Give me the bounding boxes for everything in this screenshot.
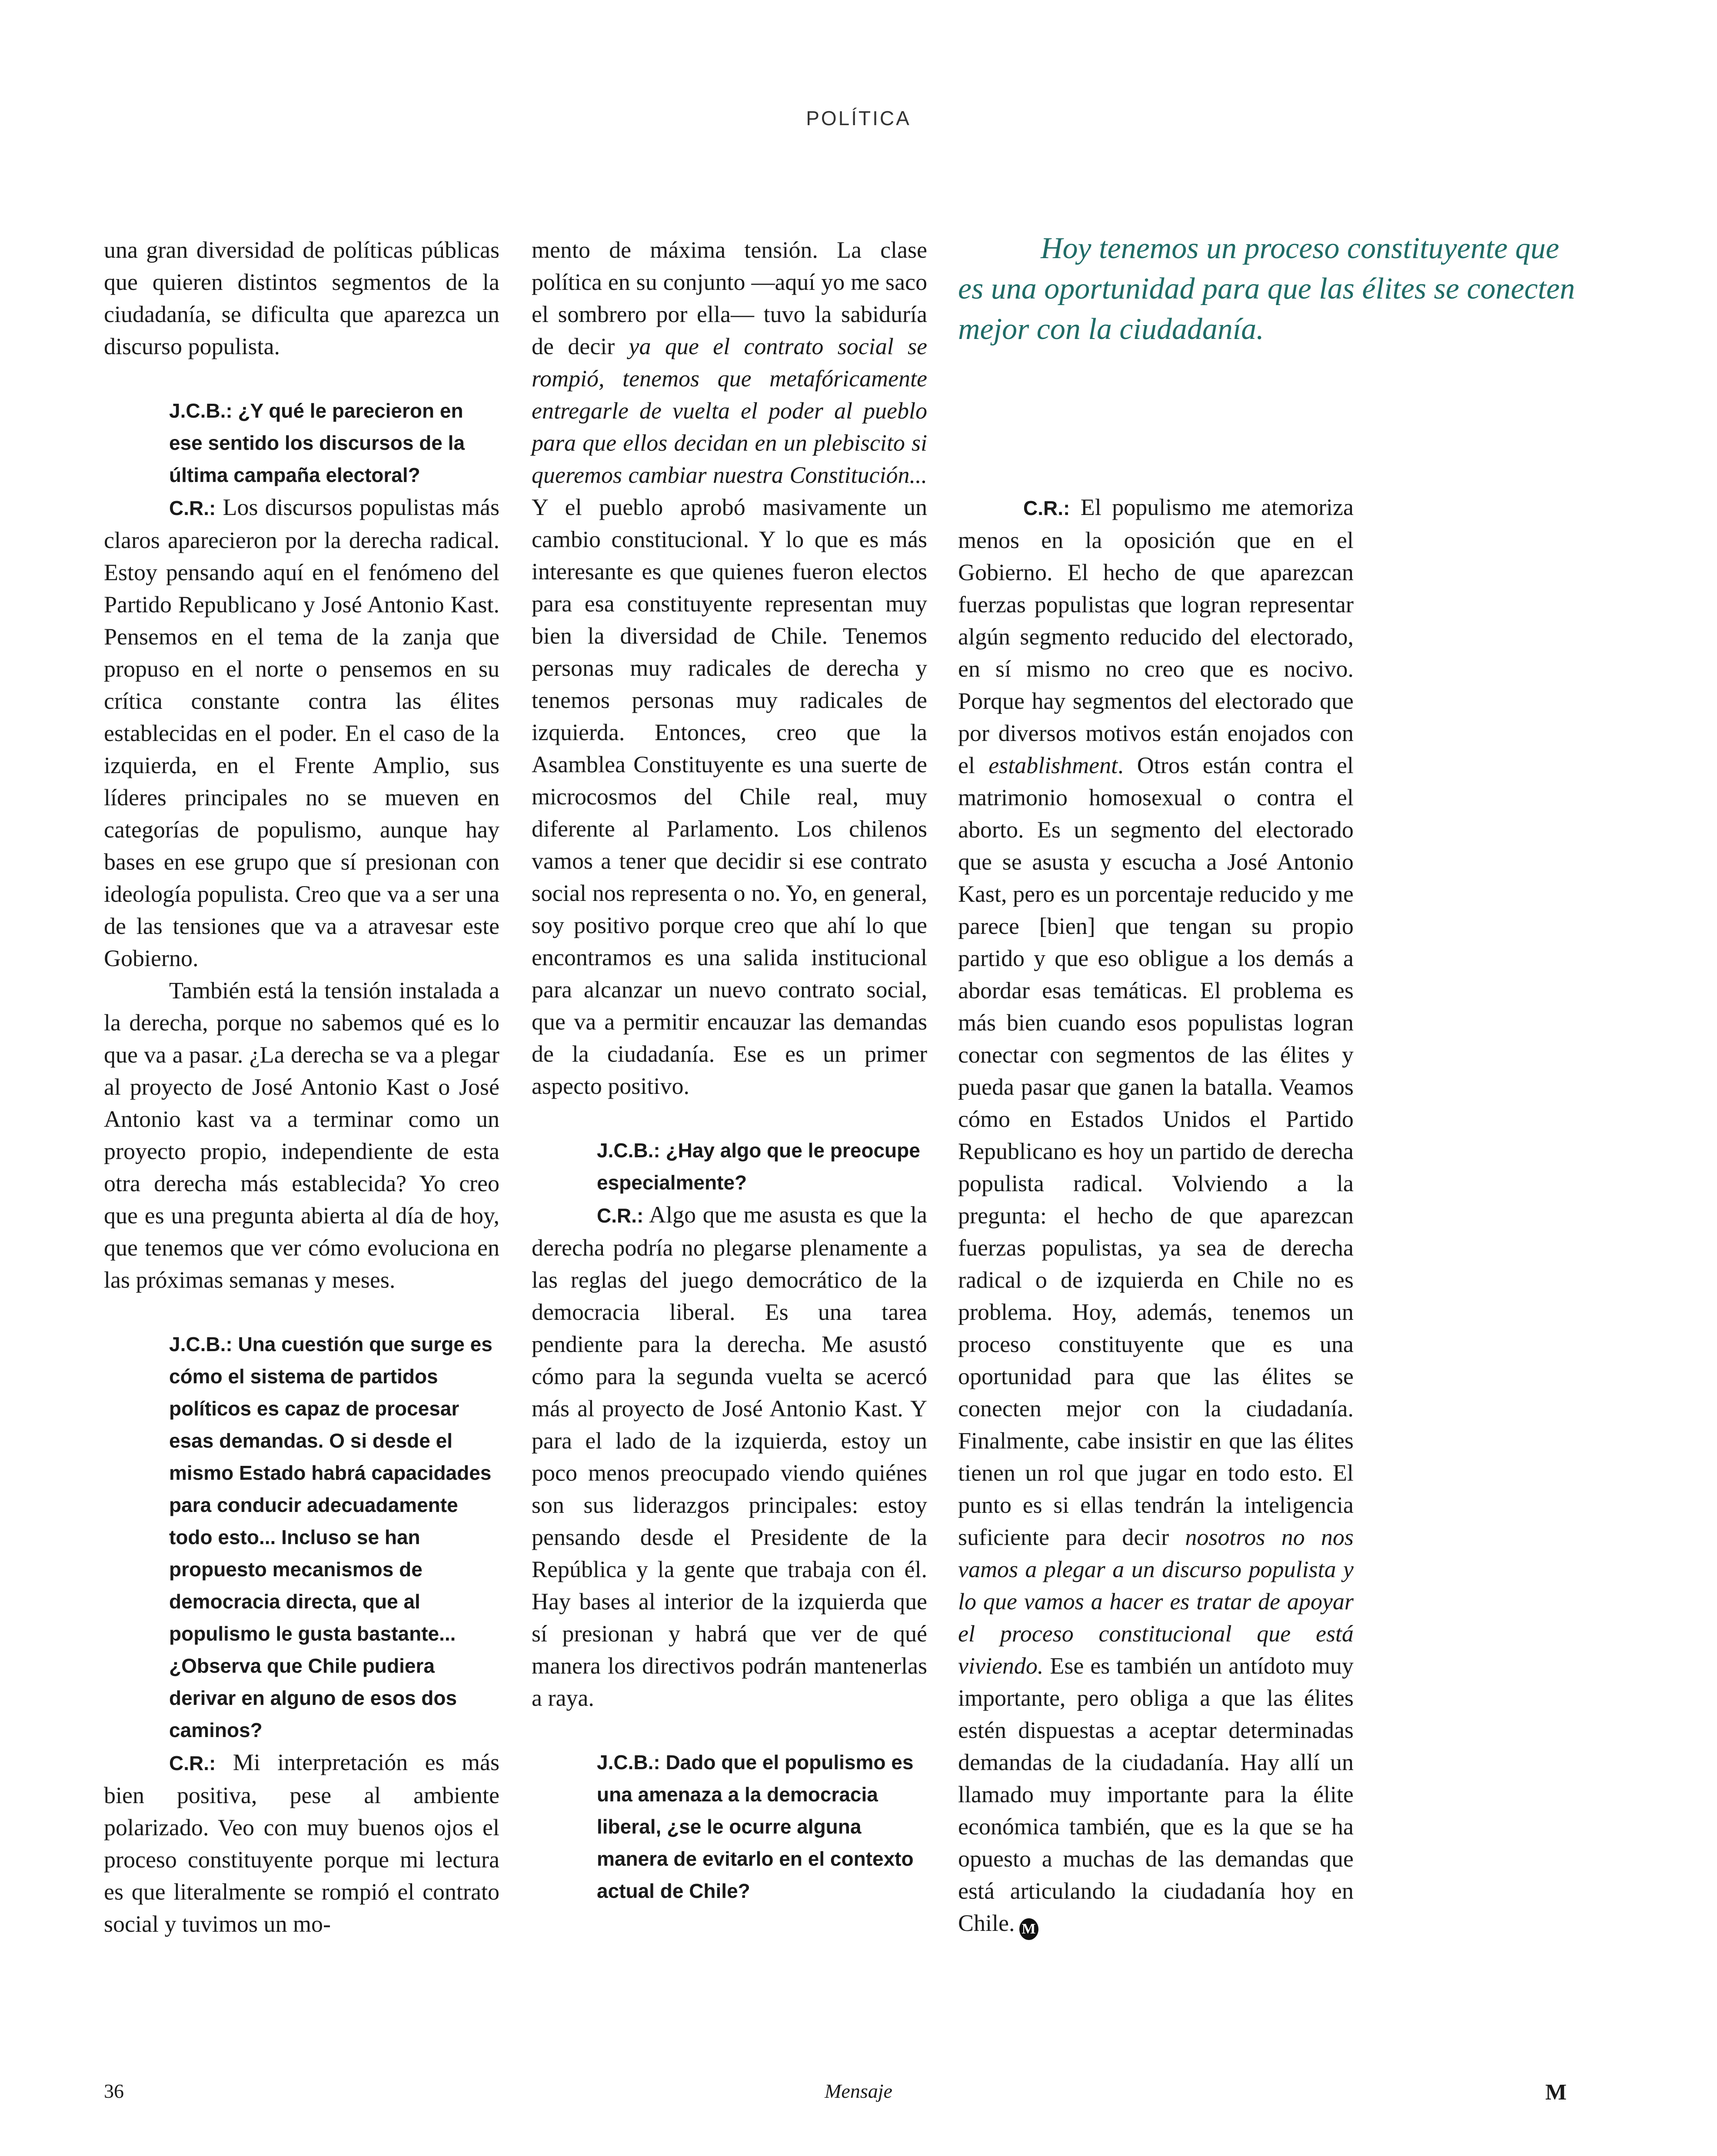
end-mark-icon: M (1019, 1918, 1038, 1940)
interview-paragraph (104, 234, 499, 362)
interview-paragraph (532, 1199, 927, 1714)
text-column-2 (532, 234, 927, 1907)
text-run: Los discursos populistas más claros aparecieron por la derecha radical. Estoy pensando aquí en el fenómeno del Partido Republicano y José Antonio Kast. Pensemos en el tema de la zanja que propuso en el norte o pensemos en su crítica constante contra las élites establecidas en el poder. En el caso de la izquierda, en el Frente Amplio, sus líderes principales no se mueven en categorías de populismo, aunque hay bases en ese grupo que sí presionan con ideología populista. Creo que va a ser una de las tensiones que va a atravesar este Gobierno. (104, 494, 499, 971)
magazine-name: Mensaje (825, 2080, 892, 2102)
text-run: También está la tensión instalada a la derecha, porque no sabemos qué es lo que va a pasar. ¿La derecha se va a plegar al proyecto de José Antonio Kast o José Antonio kast va a terminar como un proyecto propio, independiente de esta otra derecha más establecida? Yo creo que es una pregunta abierta al día de hoy, que tenemos que ver cómo evoluciona en las próximas semanas y meses. (104, 977, 499, 1293)
page-number: 36 (104, 2080, 124, 2102)
text-run: Ese es también un antídoto muy importante, pero obliga a que las élites estén dispuestas a aceptar determinadas demandas de la ciudadanía. Hay allí un llamado muy importante para la élite económica también, que es la que se ha opuesto a muchas de las demandas que está articulando la ciudadanía hoy en Chile. (958, 1653, 1354, 1936)
italic-text: establishment (988, 752, 1118, 778)
interview-paragraph (104, 974, 499, 1296)
section-header: POLÍTICA (806, 107, 911, 130)
speaker-label: C.R.: (169, 1752, 216, 1774)
speaker-label: C.R.: (597, 1204, 644, 1227)
interview-question (104, 395, 499, 491)
interview-paragraph (958, 491, 1354, 1940)
interview-question (532, 1134, 927, 1199)
text-run: Algo que me asusta es que la derecha podría no plegarse plenamente a las reglas del juego democrático de la democracia liberal. Es una tarea pendiente para la derecha. Me asustó cómo para la segunda vuelta se acercó más al proyecto de José Antonio Kast. Y para el lado de la izquierda, estoy un poco menos preocupado viendo quiénes son sus liderazgos principales: estoy pensando desde el Presidente de la República y la gente que trabaja con él. Hay bases al interior de la izquierda que sí presionan y habrá que ver de qué manera los directivos podrán mantenerlas a raya. (532, 1202, 927, 1711)
text-run: una gran diversidad de políticas públicas que quieren distintos segmentos de la ciudadanía, se dificulta que aparezca un discurso populista. (104, 237, 499, 359)
speaker-label: C.R.: (169, 497, 216, 519)
text-run: J.C.B.: ¿Y qué le parecieron en ese sentido los discursos de la última campaña electoral? (169, 399, 465, 486)
interview-question (104, 1328, 499, 1746)
italic-text: nosotros no nos vamos a plegar a un discurso populista y lo que vamos a hacer es tratar de apoyar el proceso constitucional que está viviendo. (958, 1524, 1354, 1679)
speaker-label: C.R.: (1023, 497, 1070, 519)
text-run: Mi interpretación es más bien positiva, pese al ambiente polarizado. Veo con muy buenos ojos el proceso constituyente porque mi lectura es que literalmente se rompió el contrato social y tuvimos un mo- (104, 1749, 499, 1937)
pull-quote: Hoy tenemos un proceso constituyente que es una oportunidad para que las élites se conecten mejor con la ciudadanía. (958, 232, 1575, 346)
text-run: J.C.B.: Una cuestión que surge es cómo el sistema de partidos políticos es capaz de procesar esas demandas. O si desde el mismo Estado habrá capacidades para conducir adecuadamente todo esto... Incluso se han propuesto mecanismos de democracia directa, que al populismo le gusta bastante... ¿Observa que Chile pudiera derivar en alguno de esos dos caminos? (169, 1333, 492, 1741)
text-run: mento de máxima tensión. La clase política en su conjunto —aquí yo me saco el sombrero por ella— tuvo la sabiduría de decir (532, 237, 927, 359)
interview-paragraph (532, 234, 927, 1102)
interview-paragraph (104, 491, 499, 974)
text-column-1 (104, 234, 499, 1940)
text-run: Y el pueblo aprobó masivamente un cambio constitucional. Y lo que es más interesante es que quienes fueron electos para esa constituyente representan muy bien la diversidad de Chile. Tenemos personas muy radicales de derecha y tenemos personas muy radicales de izquierda. Entonces, creo que la Asamblea Constituyente es una suerte de microcosmos del Chile real, muy diferente al Parlamento. Los chilenos vamos a tener que decidir si ese contrato social nos representa o no. Yo, en general, soy positivo porque creo que ahí lo que encontramos es una salida institucional para alcanzar un nuevo contrato social, que va a permitir encauzar las demandas de la ciudadanía. Ese es un primer aspecto positivo. (532, 494, 927, 1099)
text-run: J.C.B.: Dado que el populismo es una amenaza a la democracia liberal, ¿se le ocurre alguna manera de evitarlo en el contexto actual de Chile? (597, 1751, 914, 1902)
italic-text: ya que el contrato social se rompió, tenemos que metafóricamente entregarle de vuelta el poder al pueblo para que ellos decidan en un plebiscito si queremos cambiar nuestra Constitución... (532, 333, 927, 488)
text-column-3 (958, 491, 1354, 1940)
text-run: J.C.B.: ¿Hay algo que le preocupe especialmente? (597, 1139, 920, 1194)
interview-question (532, 1746, 927, 1907)
interview-paragraph (104, 1746, 499, 1940)
magazine-logo: M (1545, 2080, 1567, 2105)
text-run: El populismo me atemoriza menos en la oposición que en el Gobierno. El hecho de que aparezcan fuerzas populistas que logran representar algún segmento reducido del electorado, en sí mismo no creo que es nocivo. Porque hay segmentos del electorado que por diversos motivos están enojados con el (958, 494, 1354, 778)
text-run: . Otros están contra el matrimonio homosexual o contra el aborto. Es un segmento del electorado que se asusta y escucha a José Antonio Kast, pero es un porcentaje reducido y me parece [bien] que tengan su propio partido y que eso obligue a los demás a abordar esas temáticas. El problema es más bien cuando esos populistas logran conectar con segmentos de las élites y pueda pasar que ganen la batalla. Veamos cómo en Estados Unidos el Partido Republicano es hoy un partido de derecha populista radical. Volviendo a la pregunta: el hecho de que aparezcan fuerzas populistas, ya sea de derecha radical o de izquierda en Chile no es problema. Hoy, además, tenemos un proceso constituyente que es una oportunidad para que las élites se conecten mejor con la ciudadanía. Finalmente, cabe insistir en que las élites tienen un rol que jugar en todo esto. El punto es si ellas tendrán la inteligencia suficiente para decir (958, 752, 1354, 1550)
